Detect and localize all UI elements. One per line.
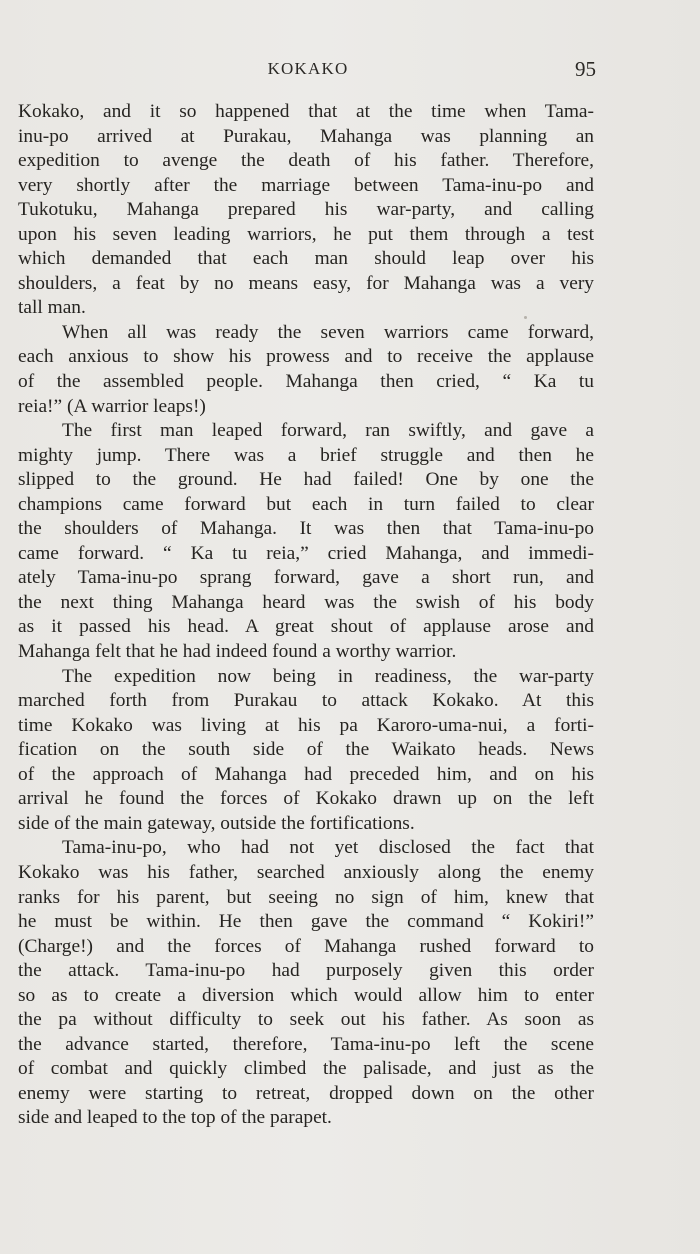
text-line: mighty jump. There was a brief struggle and then he <box>18 444 594 466</box>
running-head <box>18 57 598 83</box>
text-line: champions came forward but each in turn failed to clear <box>18 493 594 515</box>
text-line: fication on the south side of the Waikato heads. News <box>18 739 594 761</box>
text-line: The expedition now being in readiness, the war-party <box>62 665 594 687</box>
text-line: tall man. <box>18 297 86 319</box>
text-line: which demanded that each man should leap over his <box>18 248 594 270</box>
text-line: the pa without difficulty to seek out his father. As soon as <box>18 1009 594 1031</box>
text-line: ranks for his parent, but seeing no sign of him, knew that <box>18 886 594 908</box>
text-line: enemy were starting to retreat, dropped down on the other <box>18 1082 594 1104</box>
text-line: very shortly after the marriage between Tama-inu-po and <box>18 174 594 196</box>
text-line: so as to create a diversion which would allow him to enter <box>18 984 594 1006</box>
text-line: the shoulders of Mahanga. It was then that Tama-inu-po <box>18 518 594 540</box>
text-line: marched forth from Purakau to attack Kokako. At this <box>18 690 594 712</box>
text-line: ately Tama-inu-po sprang forward, gave a short run, and <box>18 567 594 589</box>
text-line: slipped to the ground. He had failed! One by one the <box>18 469 594 491</box>
text-line: Kokako, and it so happened that at the time when Tama- <box>18 101 594 122</box>
text-line: expedition to avenge the death of his father. Therefore, <box>18 150 594 172</box>
text-line: as it passed his head. A great shout of applause arose and <box>18 616 594 638</box>
text-line: each anxious to show his prowess and to receive the applause <box>18 346 594 368</box>
text-line: side of the main gateway, outside the fortifications. <box>18 812 415 834</box>
text-line: arrival he found the forces of Kokako drawn up on the left <box>18 788 594 810</box>
text-line: Tukotuku, Mahanga prepared his war-party, and calling <box>18 199 594 221</box>
text-line: came forward. “ Ka tu reia,” cried Mahanga, and immedi- <box>18 542 594 564</box>
body-text <box>18 100 594 1131</box>
text-line: inu-po arrived at Purakau, Mahanga was planning an <box>18 125 594 147</box>
text-line: The first man leaped forward, ran swiftly, and gave a <box>62 420 594 442</box>
page-number: 95 <box>575 57 596 81</box>
text-line: Mahanga felt that he had indeed found a worthy warrior. <box>18 641 457 663</box>
text-line: reia!” (A warrior leaps!) <box>18 395 206 417</box>
running-title: KOKAKO <box>267 59 349 78</box>
text-line: of the approach of Mahanga had preceded him, and on his <box>18 763 594 785</box>
text-line: he must be within. He then gave the command “ Kokiri!” <box>18 911 594 933</box>
text-line: of the assembled people. Mahanga then cried, “ Ka tu <box>18 371 594 393</box>
text-line: When all was ready the seven warriors came forward, <box>62 321 594 343</box>
text-line: (Charge!) and the forces of Mahanga rushed forward to <box>18 935 594 957</box>
text-line: upon his seven leading warriors, he put them through a test <box>18 223 594 245</box>
text-line: Tama-inu-po, who had not yet disclosed the fact that <box>62 837 594 859</box>
text-line: the next thing Mahanga heard was the swish of his body <box>18 591 594 613</box>
text-line: Kokako was his father, searched anxiously along the enemy <box>18 861 594 883</box>
text-line: shoulders, a feat by no means easy, for Mahanga was a very <box>18 272 594 294</box>
text-line: the attack. Tama-inu-po had purposely given this order <box>18 960 594 982</box>
paper-speck <box>524 316 527 319</box>
text-line: side and leaped to the top of the parapet. <box>18 1107 332 1129</box>
text-line: time Kokako was living at his pa Karoro-uma-nui, a forti- <box>18 714 594 736</box>
text-line: of combat and quickly climbed the palisade, and just as the <box>18 1058 594 1080</box>
text-line: the advance started, therefore, Tama-inu-po left the scene <box>18 1033 594 1055</box>
